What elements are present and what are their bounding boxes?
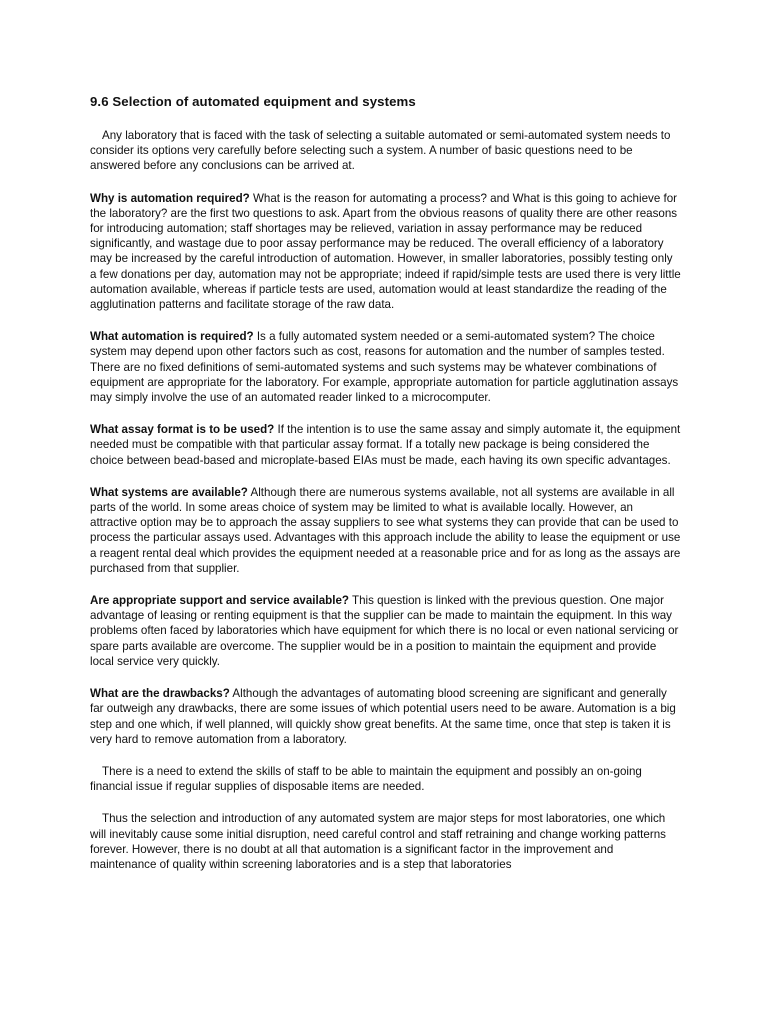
paragraph-systems-available <box>90 485 682 576</box>
paragraph-drawbacks <box>90 686 682 747</box>
paragraph-text: If the intention is to use the same assay and simply automate it, the equipment needed must be compatible with that particular assay format. If a totally new package is being considered the choice between bead-based and microplate-based EIAs must be made, each having its own specific advantages. <box>90 423 681 467</box>
paragraph-what-automation <box>90 329 682 405</box>
paragraph-assay-format <box>90 422 682 468</box>
paragraph-support-service <box>90 593 682 669</box>
document-body <box>90 93 682 889</box>
section-heading: 9.6 Selection of automated equipment and systems <box>90 94 416 109</box>
paragraph-lead: Why is automation required? <box>90 191 250 205</box>
paragraph-text: What is the reason for automating a process? and What is this going to achieve for the laboratory? are the first two questions to ask. Apart from the obvious reasons of quality there are other reasons for introducing automation; staff shortages may be relieved, variation in assay performance may be reduced significantly, and wastage due to poor assay performance may be reduced. The overall efficiency of a laboratory may be increased by the careful introduction of automation. However, in smaller laboratories, possibly testing only a few donations per day, automation may not be appropriate; indeed if rapid/simple tests are used there is very little automation available, whereas if particle tests are used, automation would at least standardize the reading of the agglutination patterns and facilitate storage of the raw data. <box>90 191 681 312</box>
paragraph-text: Although there are numerous systems available, not all systems are available in all parts of the world. In some areas choice of system may be limited to what is available locally. However, an attractive option may be to approach the assay suppliers to see what systems they can provide that can be used to process the particular assays used. Advantages with this approach include the ability to lease the equipment or use a reagent rental deal which provides the equipment needed at a reasonable price and for as long as the assays are purchased from that supplier. <box>90 485 681 575</box>
paragraph-lead: What are the drawbacks? <box>90 687 230 701</box>
paragraph-text: This question is linked with the previous question. One major advantage of leasing or renting equipment is that the supplier can be made to maintain the equipment. In this way problems often faced by laboratories which have equipment for which there is no local or even national servicing or spare parts available are overcome. The supplier would be in a position to maintain the equipment and provide local service very quickly. <box>90 594 679 668</box>
paragraph-text: Is a fully automated system needed or a semi-automated system? The choice system may depend upon other factors such as cost, reasons for automation and the number of samples tested. There are no fixed definitions of semi-automated systems and such systems may be whatever combinations of equipment are appropriate for the laboratory. For example, appropriate automation for particle agglutination assays may simply involve the use of an automated reader linked to a microcomputer. <box>90 330 679 405</box>
paragraph-lead: What automation is required? <box>90 330 254 344</box>
intro-paragraph: Any laboratory that is faced with the task of selecting a suitable automated or semi-automated system needs to consider its options very carefully before selecting such a system. A number of basic questions need to be answered before any conclusions can be arrived at. <box>90 129 671 173</box>
paragraph-staff-skills: There is a need to extend the skills of staff to be able to maintain the equipment and possibly an on-going financial issue if regular supplies of disposable items are needed. <box>90 764 642 794</box>
paragraph-lead: Are appropriate support and service available? <box>90 594 350 608</box>
paragraph-text: Although the advantages of automating blood screening are significant and generally far outweigh any drawbacks, there are some issues of which potential users need to be aware. Automation is a big step and one which, if well planned, will quickly show great benefits. At the same time, once that step is taken it is very hard to remove automation from a laboratory. <box>90 687 676 746</box>
paragraph-lead: What systems are available? <box>90 485 248 499</box>
paragraph-why-automation <box>90 191 682 313</box>
paragraph-conclusion: Thus the selection and introduction of any automated system are major steps for most laboratories, one which will inevitably cause some initial disruption, need careful control and staff retraining and change working patterns forever. However, there is no doubt at all that automation is a significant factor in the improvement and maintenance of quality within screening laboratories and is a step that laboratories <box>90 812 666 871</box>
paragraph-lead: What assay format is to be used? <box>90 423 275 437</box>
